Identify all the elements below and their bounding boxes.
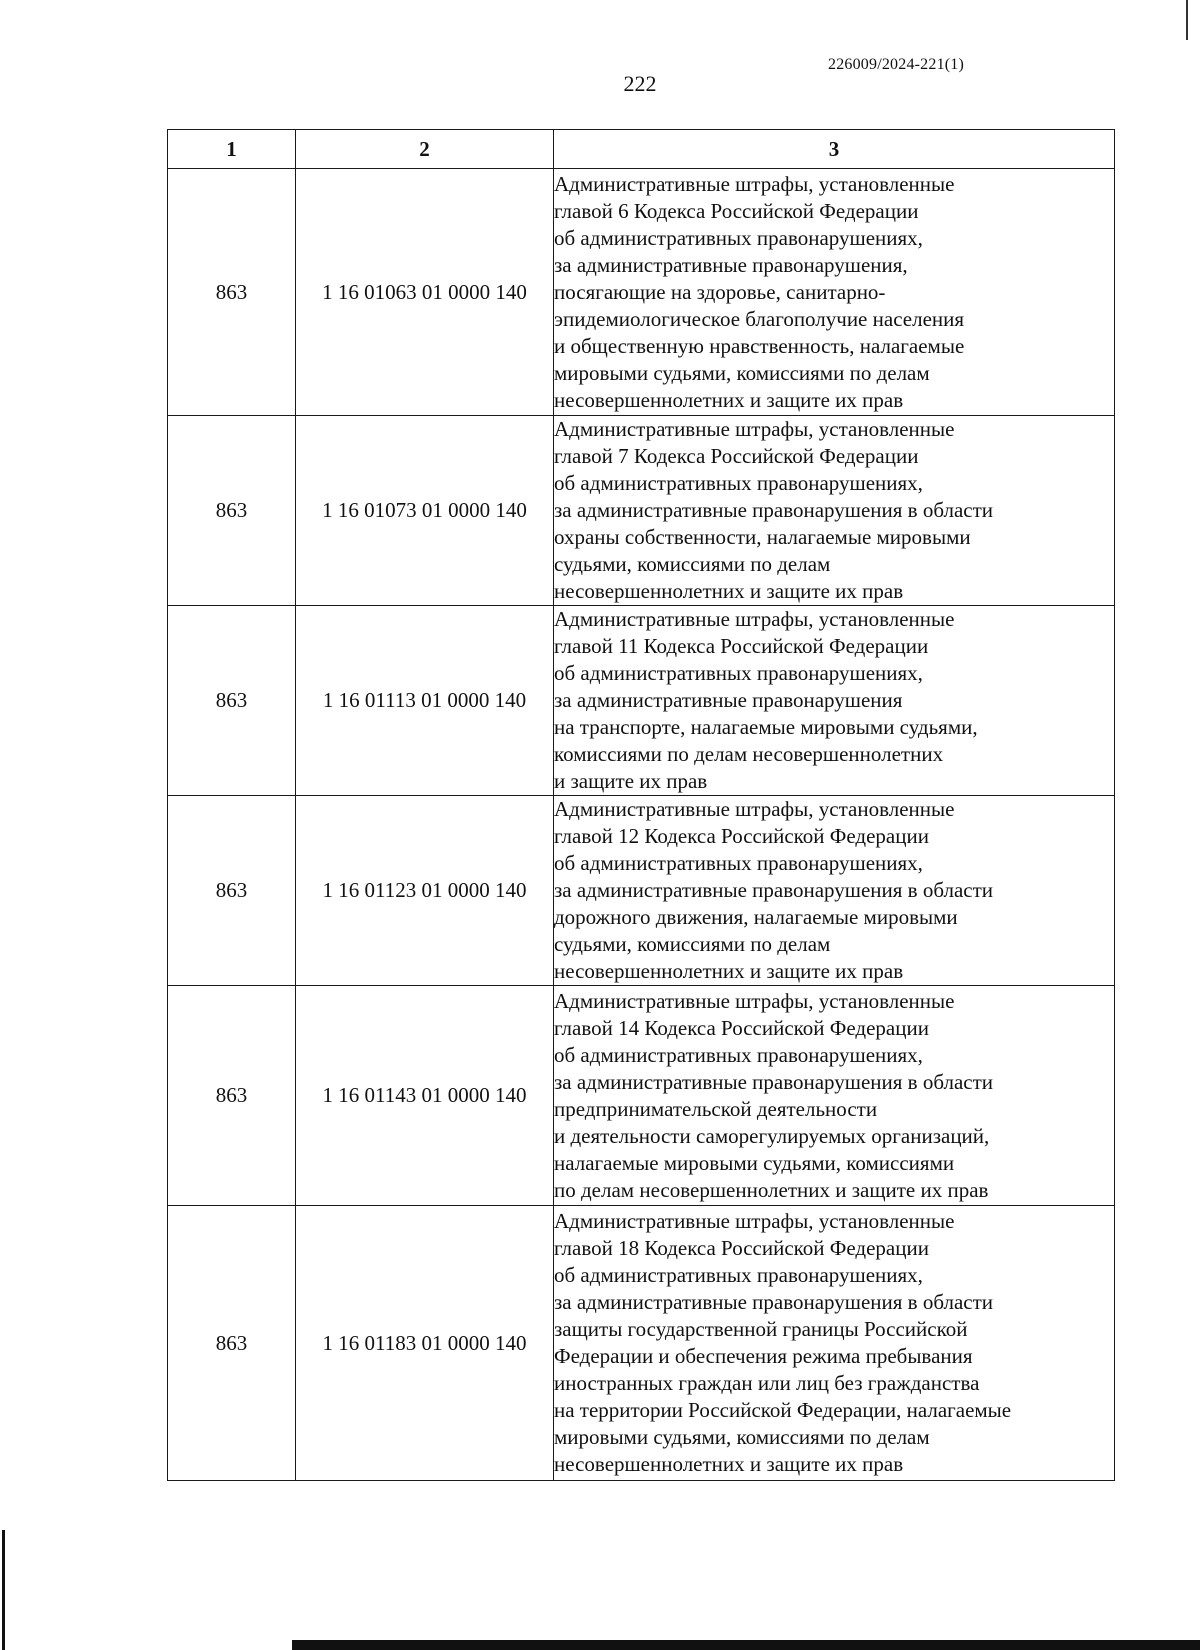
budget-codes-table — [167, 129, 1115, 1481]
page-number — [0, 71, 1200, 97]
revenue-description-cell: Административные штрафы, установленные главой 6 Кодекса Российской Федерации об административных правонарушениях, за административные правонарушения, посягающие на здоровье, санитарно- эпидемиологическое благополучие населения и общественную нравственность, налагаемые мировыми судьями, комиссиями по делам несовершеннолетних и защите их прав — [554, 169, 1115, 416]
column-header-2: 2 — [296, 130, 554, 169]
revenue-description-cell: Административные штрафы, установленные главой 7 Кодекса Российской Федерации об административных правонарушениях, за административные правонарушения в области охраны собственности, налагаемые мировыми судьями, комиссиями по делам несовершеннолетних и защите их прав — [554, 416, 1115, 606]
column-header-3: 3 — [554, 130, 1115, 169]
admin-code-cell: 863 — [168, 1206, 296, 1481]
budget-classification-code-cell: 1 16 01123 01 0000 140 — [296, 796, 554, 986]
table-row — [168, 796, 1115, 986]
table-row — [168, 169, 1115, 416]
budget-classification-code-cell: 1 16 01143 01 0000 140 — [296, 986, 554, 1206]
admin-code-cell: 863 — [168, 606, 296, 796]
admin-code-cell: 863 — [168, 796, 296, 986]
table-row — [168, 986, 1115, 1206]
revenue-description-cell: Административные штрафы, установленные главой 18 Кодекса Российской Федерации об административных правонарушениях, за административные правонарушения в области защиты государственной границы Российской Федерации и обеспечения режима пребывания иностранных граждан или лиц без гражданства на территории Российской Федерации, налагаемые мировыми судьями, комиссиями по делам несовершеннолетних и защите их прав — [554, 1206, 1115, 1481]
revenue-description-cell: Административные штрафы, установленные главой 14 Кодекса Российской Федерации об административных правонарушениях, за административные правонарушения в области предпринимательской деятельности и деятельности саморегулируемых организаций, налагаемые мировыми судьями, комиссиями по делам несовершеннолетних и защите их прав — [554, 986, 1115, 1206]
scan-edge-mark-left — [2, 1530, 5, 1650]
scan-edge-mark-bottom — [292, 1640, 1200, 1650]
table-header-row — [168, 130, 1115, 169]
table-row — [168, 606, 1115, 796]
page-number-text: 222 — [623, 71, 657, 96]
budget-classification-code-cell: 1 16 01073 01 0000 140 — [296, 416, 554, 606]
revenue-description-cell: Административные штрафы, установленные главой 12 Кодекса Российской Федерации об административных правонарушениях, за административные правонарушения в области дорожного движения, налагаемые мировыми судьями, комиссиями по делам несовершеннолетних и защите их прав — [554, 796, 1115, 986]
admin-code-cell: 863 — [168, 169, 296, 416]
scan-edge-mark-top — [1186, 0, 1188, 40]
admin-code-cell: 863 — [168, 986, 296, 1206]
revenue-description-cell: Административные штрафы, установленные главой 11 Кодекса Российской Федерации об административных правонарушениях, за административные правонарушения на транспорте, налагаемые мировыми судьями, комиссиями по делам несовершеннолетних и защите их прав — [554, 606, 1115, 796]
budget-classification-code-cell: 1 16 01113 01 0000 140 — [296, 606, 554, 796]
budget-classification-code-cell: 1 16 01063 01 0000 140 — [296, 169, 554, 416]
admin-code-cell: 863 — [168, 416, 296, 606]
budget-classification-code-cell: 1 16 01183 01 0000 140 — [296, 1206, 554, 1481]
document-registration-number: 226009/2024-221(1) — [828, 56, 965, 73]
table-row — [168, 416, 1115, 606]
table-row — [168, 1206, 1115, 1481]
column-header-1: 1 — [168, 130, 296, 169]
